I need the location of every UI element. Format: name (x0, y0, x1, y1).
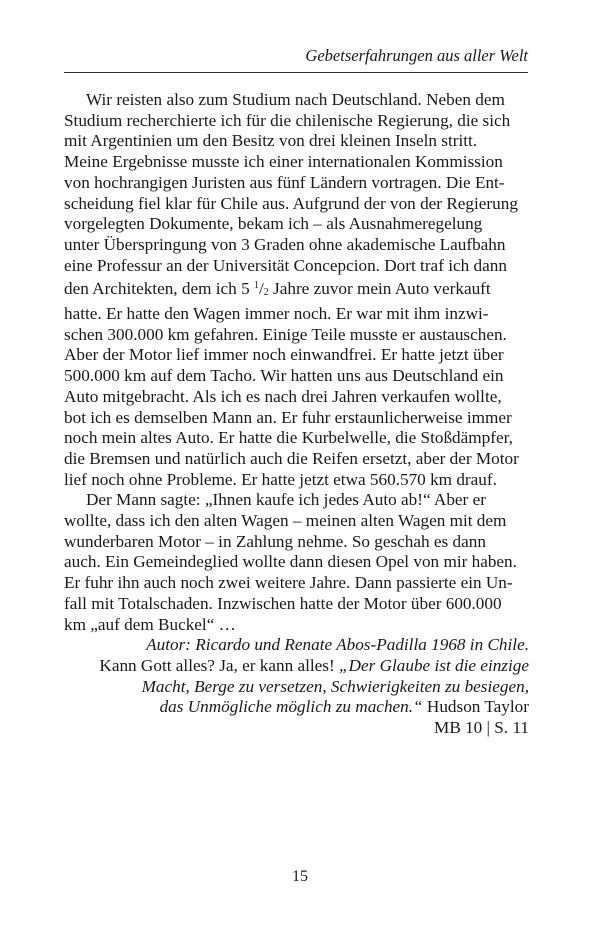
text-line: vorgelegten Dokumente, bekam ich – als Ausnahmeregelung (64, 214, 483, 234)
quote-line-3-italic: das Unmögliche möglich zu machen.“ (159, 697, 423, 717)
text-line: scheidung fiel klar für Chile aus. Aufgrund der von der Regierung (64, 193, 518, 213)
attribution-block (64, 635, 529, 739)
text-line: Studium recherchierte ich für die chilenische Regierung, die sich (64, 110, 511, 130)
text-line: noch mein altes Auto. Er hatte die Kurbelwelle, die Stoßdämpfer, (64, 428, 513, 448)
text-line: auch. Ein Gemeindeglied wollte dann diesen Opel von mir haben. (64, 552, 517, 572)
text-line: wunderbaren Motor – in Zahlung nehme. So geschah es dann (64, 531, 486, 551)
quote-line-1-italic: „Der Glaube ist die einzige (339, 655, 529, 675)
fraction-before: den Architekten, dem ich 5 (64, 279, 254, 299)
quote-line-1 (64, 656, 529, 677)
source-reference: MB 10 | S. 11 (434, 718, 529, 738)
header-rule (64, 72, 528, 73)
paragraph-2 (64, 490, 529, 635)
text-line: 500.000 km auf dem Tacho. Wir hatten uns aus Deutschland ein (64, 366, 504, 386)
text-line: Meine Ergebnisse musste ich einer internationalen Kommission (64, 152, 503, 172)
text-line: Wir reisten also zum Studium nach Deutschland. Neben dem (86, 90, 505, 109)
text-line: Auto mitgebracht. Als ich es nach drei Jahren verkaufen wollte, (64, 386, 502, 406)
text-line: mit Argentinien um den Besitz von drei kleinen Inseln stritt. (64, 131, 478, 151)
quote-author: Hudson Taylor (422, 697, 529, 717)
text-line: Der Mann sagte: „Ihnen kaufe ich jedes Auto ab!“ Aber er (86, 490, 486, 510)
running-head: Gebetserfahrungen aus aller Welt (305, 46, 528, 65)
fraction-after: Jahre zuvor mein Auto verkauft (268, 279, 491, 299)
text-line: hatte. Er hatte den Wagen immer noch. Er war mit ihm inzwi- (64, 304, 489, 324)
text-line: von hochrangigen Juristen aus fünf Ländern vortragen. Die Ent- (64, 172, 505, 192)
text-line: die Bremsen und natürlich auch die Reifen ersetzt, aber der Motor (64, 448, 519, 468)
text-line: wollte, dass ich den alten Wagen – meinen alten Wagen mit dem (64, 511, 507, 531)
quote-line-2: Macht, Berge zu versetzen, Schwierigkeiten zu besiegen, (141, 676, 529, 696)
text-line: Er fuhr ihn auch noch zwei weitere Jahre. Dann passierte ein Un- (64, 573, 513, 593)
quote-line-1-plain: Kann Gott alles? Ja, er kann alles! (99, 655, 339, 675)
text-line: Aber der Motor lief immer noch einwandfrei. Er hatte jetzt über (64, 345, 504, 365)
text-line: km „auf dem Buckel“ … (64, 614, 236, 634)
text-line: eine Professur an der Universität Concepcion. Dort traf ich dann (64, 255, 507, 275)
text-line: bot ich es demselben Mann an. Er fuhr erstaunlicherweise immer (64, 407, 512, 427)
text-line: fall mit Totalschaden. Inzwischen hatte der Motor über 600.000 (64, 593, 502, 613)
fraction-slash: / (258, 279, 264, 299)
text-line-with-fraction (64, 276, 529, 304)
text-line: lief noch ohne Probleme. Er hatte jetzt etwa 560.570 km drauf. (64, 469, 497, 489)
page-number: 15 (292, 868, 308, 885)
fraction-numerator: 1 (253, 280, 259, 292)
text-line: unter Überspringung von 3 Graden ohne akademische Laufbahn (64, 234, 506, 254)
body-text (64, 90, 529, 739)
text-line: schen 300.000 km gefahren. Einige Teile musste er austauschen. (64, 324, 507, 344)
paragraph-1 (64, 90, 529, 490)
fraction-denominator: 2 (263, 287, 269, 299)
quote-line-3 (64, 697, 529, 718)
author-line: Autor: Ricardo und Renate Abos-Padilla 1968 in Chile. (146, 635, 529, 655)
